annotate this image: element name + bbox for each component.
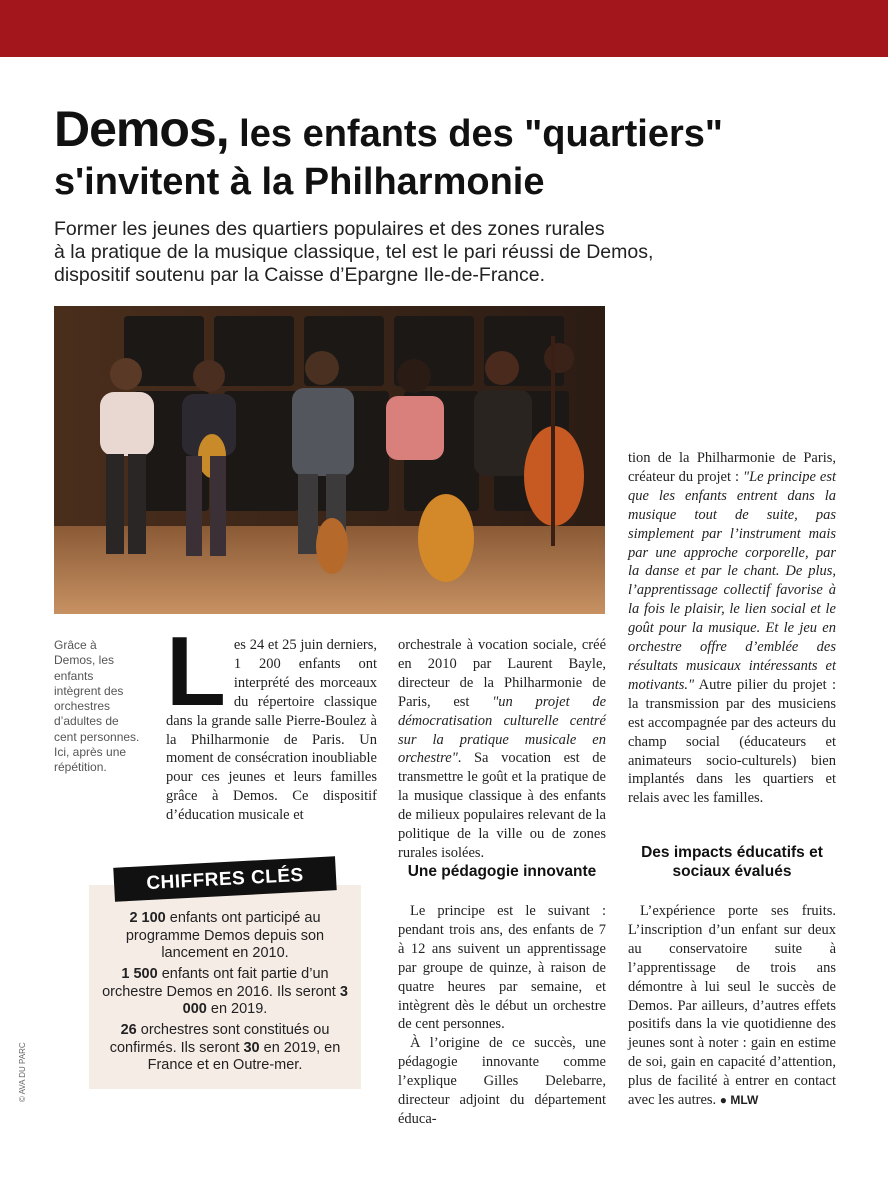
key-figures-title: CHIFFRES CLÉS (145, 864, 305, 895)
key-figure-1 (96, 910, 354, 963)
impacts-paragraph (628, 902, 836, 1110)
column-3-text-b: Autre pilier du projet : la transmission par des musiciens est accompagnée par des acteurs du champ social (éducateurs et animateurs socio-culturels) bien implantés dans les quartiers et relais avec les familles. (628, 676, 836, 807)
key-figure-1-text: enfants ont participé au programme Demos depuis son lancement en 2010. (125, 910, 325, 961)
section-pedagogy-body (398, 902, 606, 1129)
column-3-text-a: tion de la Philharmonie de Paris, créateur du projet : (628, 450, 836, 485)
key-figure-3-number: 26 (120, 1022, 137, 1038)
pedagogy-paragraph-2: À l’origine de ce succès, une pédagogie innovante comme l’explique Gilles Delebarre, directeur adjoint du département éduca- (398, 1035, 606, 1127)
section-impacts-body (628, 902, 836, 1110)
key-figure-2-number: 1 500 (121, 966, 158, 982)
photo-caption: Grâce à Demos, les enfants intègrent des orchestres d’adultes de cent personnes. Ici, après une répétition. (54, 638, 140, 775)
title-line2: s'invitent à la Philharmonie (54, 161, 545, 203)
column-2-quote: "un projet de démocratisation culturelle centré sur la pratique musicale en orchestre" (398, 693, 607, 767)
section-heading-impacts: Des impacts éducatifs et sociaux évalués (641, 844, 823, 880)
intro-line-2: à la pratique de la musique classique, tel est le pari réussi de Demos, (54, 241, 654, 263)
article-intro (54, 218, 844, 287)
column-2-text-b: . Sa vocation est de transmettre le goût et la pratique de la musique classique à des enfants de milieux populaires relevant de la politique de la ville ou de zones rurales isolées. (398, 750, 606, 861)
intro-line-3: dispositif soutenu par la Caisse d’Epargne Ile-de-France. (54, 264, 546, 286)
author-signoff: ● MLW (719, 1093, 759, 1108)
pedagogy-paragraph-1: Le principe est le suivant : pendant trois ans, des enfants de 7 à 12 ans suivent un apprentissage par groupe de quinze, à raison de quatre heures par semaine, et intègrent dès le début un orchestre de cent personnes. (398, 903, 606, 1033)
key-figure-1-number: 2 100 (129, 910, 166, 926)
impacts-text: L’expérience porte ses fruits. L’inscription d’un enfant sur deux au conservatoire suite à l’apprentissage de trois ans démontre à lui seul le succès de Demos. Par ailleurs, d’autres effets positifs dans la vie quotidienne des jeunes sont à noter : gain en estime de soi, gain en capacité d’attention, plus de facilité à entrer en contact avec les autres. (628, 903, 836, 1109)
key-figure-3-text-a: orchestres sont constitués ou confirmés. Ils seront (109, 1022, 330, 1056)
key-figure-3 (96, 1022, 354, 1075)
title-rest: les enfants des "quartiers" (228, 113, 723, 155)
key-figure-2 (96, 966, 354, 1019)
column-3-quote: "Le principe est que les enfants entrent dans la musique tout de suite, pas simplement par l’instrument mais par une approche corporelle, par la danse et par le chant. De plus, l’apprentissage collectif favorise à la fois le plaisir, le lien social et le goût pour la musique. Et le jeu en orchestre offre d’emblée des résultats musicaux intéressants et motivants." (628, 468, 836, 693)
top-color-band (0, 0, 888, 57)
key-figure-2-text-b: en 2019. (206, 1001, 268, 1017)
key-figure-2-number-2: 3 000 (182, 983, 348, 1017)
column-2-text (398, 636, 606, 863)
key-figure-3-text-b: en 2019, en France et en Outre-mer. (147, 1039, 341, 1073)
key-figure-3-number-2: 30 (243, 1039, 260, 1056)
article-column-1 (166, 616, 377, 825)
section-heading-pedagogy: Une pédagogie innovante (407, 863, 597, 880)
article-column-3 (628, 449, 836, 808)
column-2-text-a: orchestrale à vocation sociale, créé en 2010 par Laurent Bayle, directeur de la Philharmonie de Paris, est (398, 637, 606, 710)
key-figure-2-text-a: enfants ont fait partie d’un orchestre Demos en 2016. Ils seront (102, 966, 340, 1000)
photo-credit: © AVA DU PARC (18, 1042, 27, 1102)
article-title (54, 101, 854, 204)
children-orchestra-photo (54, 306, 605, 614)
title-lead: Demos, (54, 101, 229, 157)
column-3-text (628, 449, 836, 808)
drop-cap: L (166, 616, 226, 726)
column-1-text: es 24 et 25 juin derniers, 1 200 enfants ont interprété des morceaux du répertoire classique dans la grande salle Pierre-Boulez à la Philharmonie de Paris. Un moment de consécration inoubliable pour ces jeunes et leurs familles grâce à Demos. Ce dispositif d’éducation musicale et (166, 637, 377, 824)
intro-line-1: Former les jeunes des quartiers populaires et des zones rurales (54, 218, 605, 240)
article-column-2 (398, 636, 606, 863)
